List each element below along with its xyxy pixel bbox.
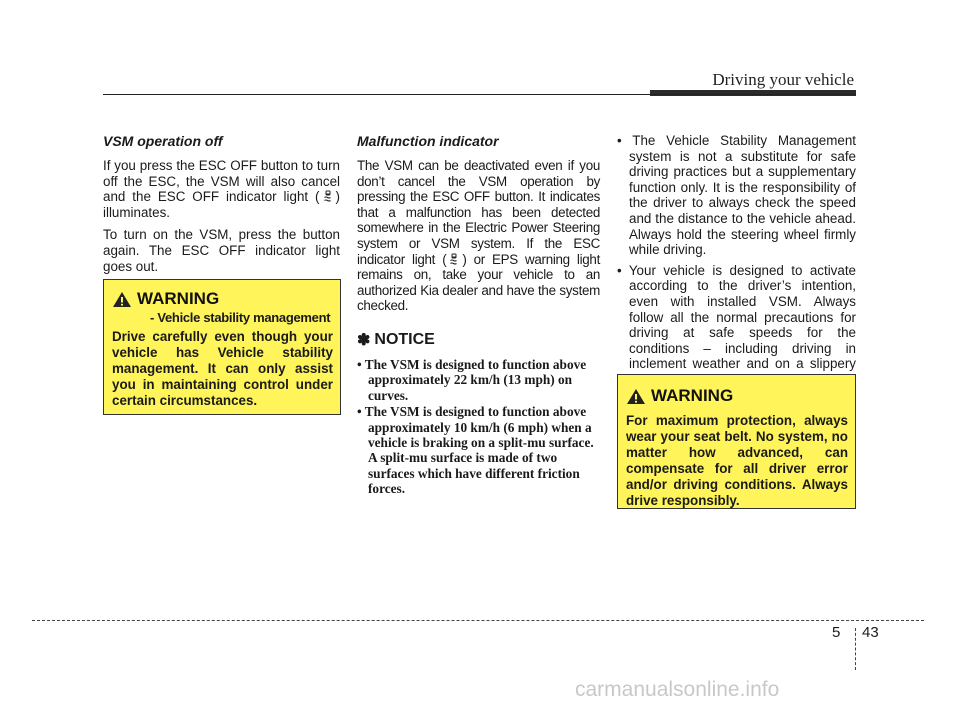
warning-body: For maximum protection, always wear your seat belt. No system, no matter how advanced, can compensate for all driver error and/or driving conditions. Always drive responsibly.	[626, 413, 848, 508]
warning-subtitle: - Vehicle stability management	[150, 310, 331, 325]
malfunction-heading: Malfunction indicator	[357, 133, 499, 149]
vsm-off-paragraph-2: To turn on the VSM, press the button again. The ESC OFF indicator light goes out.	[103, 227, 340, 274]
warning-box-seatbelt	[617, 374, 856, 509]
malfunction-text-b: ) or EPS warning light remains on, take your vehicle to an authorized Kia dealer and have the system checked.	[357, 251, 600, 314]
chapter-number: 5	[832, 624, 841, 641]
skid-car-icon	[449, 253, 459, 266]
warning-triangle-icon	[112, 291, 132, 308]
footer-divider	[855, 628, 856, 670]
notice-heading	[357, 330, 600, 350]
caution-item-text: Your vehicle is designed to activate according to the driver’s intention, even with installed VSM. Always follow all the normal precautions for driving at safe speeds for the conditions – including driving in inclement weather and on a slippery	[628, 262, 856, 372]
notice-title: NOTICE	[374, 330, 435, 348]
column-middle	[357, 133, 600, 498]
warning-title: WARNING	[137, 289, 220, 308]
malfunction-paragraph	[357, 158, 600, 314]
skid-car-icon	[323, 190, 333, 203]
warning-triangle-icon	[626, 388, 646, 405]
page-number: 43	[862, 624, 879, 641]
malfunction-text-a: The VSM can be deactivated even if you don’t cancel the VSM operation by pressing the ESC OFF button. It indicates that a malfunction has been detected somewhere in the Electric Power Steering system or VSM system. If the ESC indicator light (	[357, 158, 600, 267]
vsm-off-text-a: If you press the ESC OFF button to turn off the ESC, the VSM will also cancel and the ESC OFF indicator light (	[103, 158, 340, 205]
notice-item-text: The VSM is designed to function above approximately 22 km/h (13 mph) on curves.	[364, 356, 587, 403]
caution-item: • Your vehicle is designed to activate according to the driver’s intention, even with installed VSM. Always follow all the normal precautions for driving at safe speeds for the conditions – including driving in inclement weather and on a slippery	[617, 263, 856, 388]
notice-item: • The VSM is designed to function above approximately 10 km/h (6 mph) when a vehicle is braking on a split-mu surface. A split-mu surface is made of two surfaces which have different friction forces.	[357, 404, 594, 497]
warning-body: Drive carefully even though your vehicle has Vehicle stability management. It can only assist you in maintaining control under certain circumstances.	[112, 329, 333, 408]
vsm-off-heading: VSM operation off	[103, 133, 223, 149]
header-bar	[650, 90, 856, 96]
column-left	[103, 133, 340, 281]
column-right	[617, 133, 856, 393]
warning-header	[626, 385, 848, 407]
vsm-off-paragraph-1	[103, 158, 340, 220]
notice-list	[357, 357, 600, 497]
section-title: Driving your vehicle	[712, 70, 854, 89]
header-rule	[103, 94, 856, 95]
watermark: carmanualsonline.info	[575, 678, 780, 701]
warning-box-vsm	[103, 279, 341, 415]
notice-star-icon: ✽	[357, 331, 371, 349]
caution-list	[617, 133, 856, 388]
footer-rule	[32, 620, 924, 621]
warning-header	[112, 288, 333, 310]
notice-item: • The VSM is designed to function above approximately 22 km/h (13 mph) on curves.	[357, 356, 587, 403]
vsm-off-text-b: ) illuminates.	[103, 189, 340, 220]
caution-item-text: The Vehicle Stability Management system is not a substitute for safe driving practices but a supplementary function only. It is the responsibility of the driver to always check the speed and the distance to the vehicle ahead. Always hold the steering wheel firmly while driving.	[629, 133, 856, 258]
caution-item: • The Vehicle Stability Management system is not a substitute for safe driving practices but a supplementary function only. It is the responsibility of the driver to always check the speed and the distance to the vehicle ahead. Always hold the steering wheel firmly while driving.	[617, 133, 856, 258]
notice-item-text: The VSM is designed to function above approximately 10 km/h (6 mph) when a vehicle is braking on a split-mu surface. A split-mu surface is made of two surfaces which have different friction forces.	[364, 404, 594, 497]
warning-title: WARNING	[651, 386, 734, 405]
